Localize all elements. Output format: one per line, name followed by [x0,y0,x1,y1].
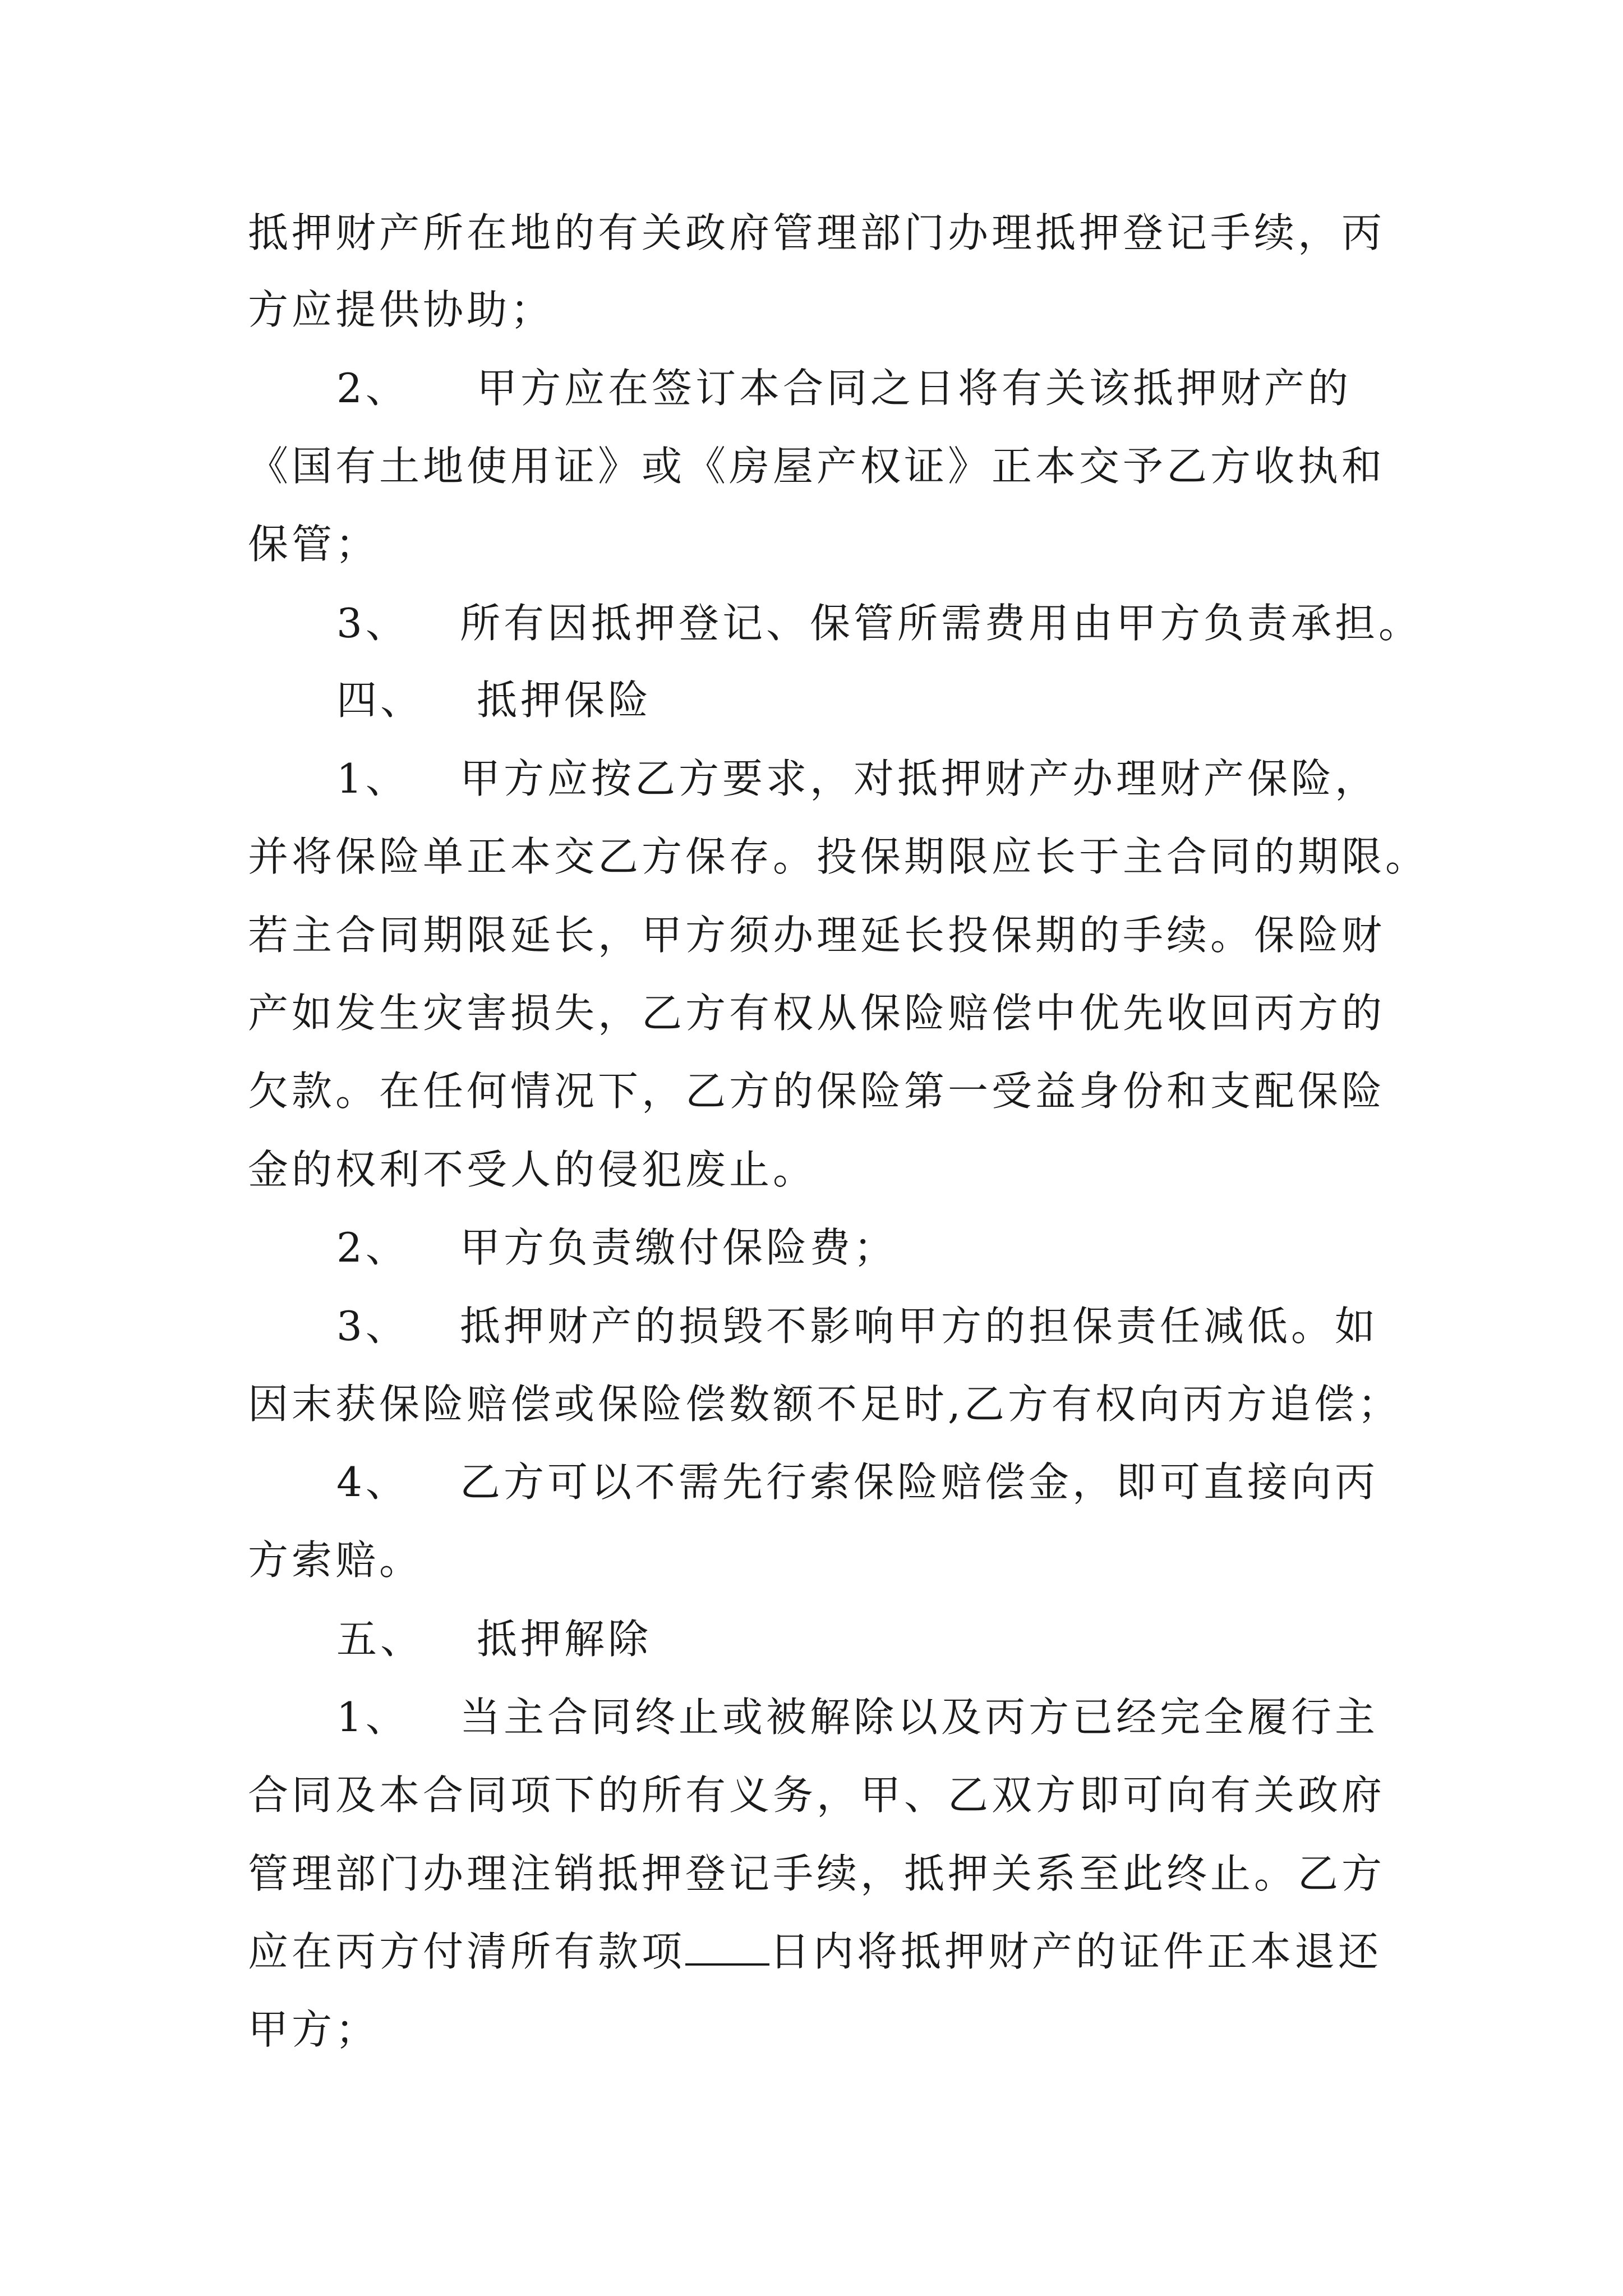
fill-in-blank [685,1930,769,1966]
text-line: 方索赔。 [248,1536,423,1584]
clause-text: 乙方可以不需先行索保险赔偿金，即可直接向丙 [460,1458,1379,1506]
section-4-heading [336,672,1481,728]
clause-text: 甲方负责缴付保险费； [460,1224,898,1271]
clause-text: 当主合同终止或被解除以及丙方已经完全履行主 [460,1694,1379,1741]
text-line: 欠款。在任何情况下，乙方的保险第一受益身份和支配保险 [248,1068,1386,1115]
clause-number: 3、 [336,1303,409,1350]
clause-4-4-line [336,1454,1481,1510]
text-line: 因末获保险赔偿或保险偿数额不足时,乙方有权向丙方追偿； [248,1381,1401,1428]
text-line: 甲方； [248,2006,380,2053]
clause-3-line [336,595,1481,651]
clause-number: 1、 [336,1694,409,1741]
clause-number: 2、 [336,365,409,412]
text-line: 方应提供协助； [248,286,555,333]
section-title: 抵押保险 [477,677,652,724]
section-number: 五、 [336,1616,425,1663]
clause-text: 甲方应在签订本合同之日将有关该抵押财产的 [477,365,1352,412]
text-line: 保管； [248,521,380,568]
text-line: 合同及本合同项下的所有义务，甲、乙双方即可向有关政府 [248,1772,1386,1819]
clause-5-1-line [336,1689,1481,1745]
clause-number: 1、 [336,755,409,802]
text-line: 若主合同期限延长，甲方须办理延长投保期的手续。保险财 [248,912,1386,959]
text-line: 金的权利不受人的侵犯废止。 [248,1146,817,1193]
clause-number: 2、 [336,1224,409,1271]
text-line: 管理部门办理注销抵押登记手续，抵押关系至此终止。乙方 [248,1850,1386,1897]
clause-number: 4、 [336,1458,409,1506]
section-number: 四、 [336,677,425,724]
text-segment: 应在丙方付清所有款项 [248,1928,686,1975]
text-line: 抵押财产所在地的有关政府管理部门办理抵押登记手续，丙 [248,209,1386,256]
text-line: 《国有土地使用证》或《房屋产权证》正本交予乙方收执和 [248,443,1386,490]
clause-4-1-line [336,751,1481,807]
text-line: 并将保险单正本交乙方保存。投保期限应长于主合同的期限。 [248,833,1430,880]
clause-2-line [336,360,1481,416]
clause-text: 抵押财产的损毁不影响甲方的担保责任减低。如 [460,1303,1379,1350]
clause-text: 所有因抵押登记、保管所需费用由甲方负责承担。 [460,600,1423,647]
clause-number: 3、 [336,600,409,647]
text-line: 产如发生灾害损失，乙方有权从保险赔偿中优先收回丙方的 [248,990,1386,1037]
text-line [248,1924,1392,1980]
section-5-heading [336,1611,1481,1667]
clause-text: 甲方应按乙方要求，对抵押财产办理财产保险， [460,755,1379,802]
section-title: 抵押解除 [477,1616,652,1663]
text-segment: 日内将抵押财产的证件正本退还 [769,1928,1382,1975]
clause-4-2-line [336,1220,1481,1276]
clause-4-3-line [336,1298,1481,1354]
